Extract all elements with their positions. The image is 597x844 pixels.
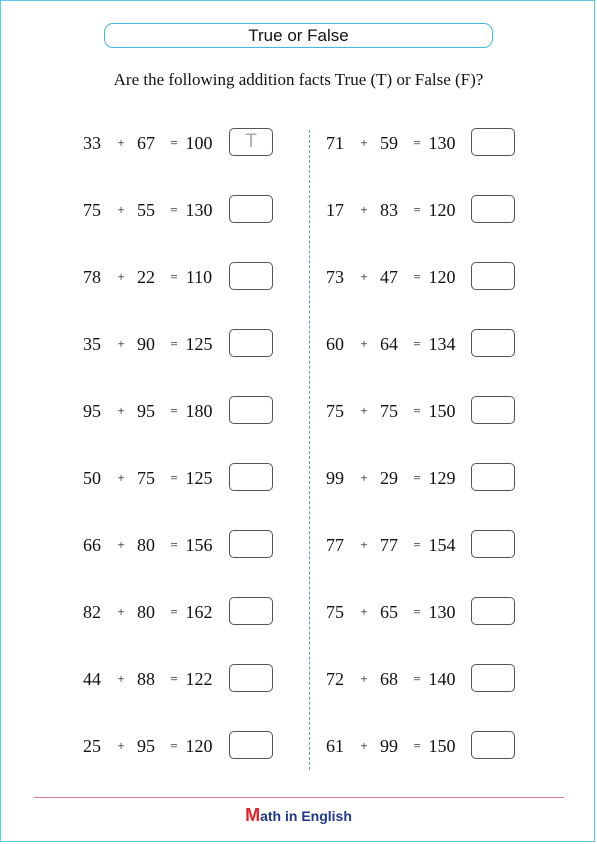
stated-sum: 125 — [185, 334, 213, 354]
addend-b: 75 — [380, 401, 398, 421]
addend-a: 99 — [326, 468, 344, 488]
logo-text: ath in English — [260, 808, 352, 824]
problem-row — [321, 195, 521, 225]
stated-sum: 120 — [428, 200, 456, 220]
equals-sign: = — [413, 604, 421, 619]
addend-a: 66 — [83, 535, 101, 555]
stated-sum: 162 — [185, 602, 213, 622]
addend-a: 33 — [83, 133, 101, 153]
addend-b: 64 — [380, 334, 398, 354]
plus-sign: + — [360, 403, 368, 418]
answer-box[interactable] — [229, 530, 273, 558]
equals-sign: = — [413, 738, 421, 753]
stated-sum: 110 — [185, 267, 213, 287]
equals-sign: = — [413, 403, 421, 418]
equals-sign: = — [170, 336, 178, 351]
stated-sum: 130 — [428, 133, 456, 153]
plus-sign: + — [117, 202, 125, 217]
stated-sum: 154 — [428, 535, 456, 555]
addend-b: 68 — [380, 669, 398, 689]
addend-a: 44 — [83, 669, 101, 689]
answer-box[interactable] — [229, 396, 273, 424]
addend-b: 75 — [137, 468, 155, 488]
addend-a: 71 — [326, 133, 344, 153]
addend-b: 59 — [380, 133, 398, 153]
stated-sum: 150 — [428, 401, 456, 421]
plus-sign: + — [360, 604, 368, 619]
addend-b: 47 — [380, 267, 398, 287]
addend-a: 77 — [326, 535, 344, 555]
addend-b: 80 — [137, 535, 155, 555]
addend-b: 77 — [380, 535, 398, 555]
addend-b: 95 — [137, 401, 155, 421]
stated-sum: 120 — [185, 736, 213, 756]
equals-sign: = — [170, 135, 178, 150]
problem-row — [321, 329, 521, 359]
addend-a: 25 — [83, 736, 101, 756]
problem-row — [321, 597, 521, 627]
equals-sign: = — [170, 671, 178, 686]
plus-sign: + — [360, 202, 368, 217]
equals-sign: = — [170, 269, 178, 284]
answer-box[interactable] — [471, 195, 515, 223]
stated-sum: 125 — [185, 468, 213, 488]
plus-sign: + — [117, 671, 125, 686]
problem-row — [321, 128, 521, 158]
addend-b: 80 — [137, 602, 155, 622]
answer-box[interactable] — [229, 731, 273, 759]
equals-sign: = — [170, 604, 178, 619]
footer-divider — [34, 797, 564, 798]
addend-a: 82 — [83, 602, 101, 622]
equals-sign: = — [170, 202, 178, 217]
equals-sign: = — [413, 336, 421, 351]
answer-box[interactable] — [471, 262, 515, 290]
stated-sum: 134 — [428, 334, 456, 354]
stated-sum: 129 — [428, 468, 456, 488]
answer-box[interactable] — [229, 597, 273, 625]
plus-sign: + — [117, 135, 125, 150]
stated-sum: 130 — [185, 200, 213, 220]
plus-sign: + — [117, 537, 125, 552]
plus-sign: + — [117, 470, 125, 485]
problem-row — [78, 195, 278, 225]
answer-box[interactable] — [471, 128, 515, 156]
column-divider — [309, 130, 310, 770]
answer-box[interactable] — [471, 530, 515, 558]
plus-sign: + — [360, 470, 368, 485]
problem-row — [78, 463, 278, 493]
equals-sign: = — [170, 537, 178, 552]
equals-sign: = — [413, 202, 421, 217]
equals-sign: = — [413, 537, 421, 552]
problem-row — [78, 731, 278, 761]
problem-row — [321, 530, 521, 560]
plus-sign: + — [117, 738, 125, 753]
answer-box[interactable]: T — [229, 128, 273, 156]
stated-sum: 180 — [185, 401, 213, 421]
answer-box[interactable] — [471, 396, 515, 424]
stated-sum: 156 — [185, 535, 213, 555]
addend-a: 73 — [326, 267, 344, 287]
equals-sign: = — [170, 470, 178, 485]
addend-a: 75 — [326, 401, 344, 421]
addend-a: 72 — [326, 669, 344, 689]
addend-b: 88 — [137, 669, 155, 689]
equals-sign: = — [413, 269, 421, 284]
stated-sum: 130 — [428, 602, 456, 622]
answer-box[interactable] — [229, 262, 273, 290]
equals-sign: = — [413, 135, 421, 150]
plus-sign: + — [360, 537, 368, 552]
addend-b: 65 — [380, 602, 398, 622]
addend-a: 61 — [326, 736, 344, 756]
addend-b: 83 — [380, 200, 398, 220]
addend-a: 75 — [326, 602, 344, 622]
problem-row — [78, 664, 278, 694]
problem-row — [78, 396, 278, 426]
instructions: Are the following addition facts True (T) or False (F)? — [113, 70, 484, 89]
answer-box[interactable] — [471, 329, 515, 357]
problem-row — [321, 463, 521, 493]
plus-sign: + — [117, 336, 125, 351]
addend-b: 55 — [137, 200, 155, 220]
equals-sign: = — [413, 470, 421, 485]
problem-row — [78, 329, 278, 359]
problem-row — [78, 128, 278, 158]
addend-b: 29 — [380, 468, 398, 488]
answer-box[interactable] — [229, 664, 273, 692]
answer-box[interactable] — [229, 463, 273, 491]
problem-row — [321, 731, 521, 761]
plus-sign: + — [360, 738, 368, 753]
stated-sum: 120 — [428, 267, 456, 287]
problem-row — [321, 664, 521, 694]
problem-row — [78, 530, 278, 560]
answer-box[interactable] — [471, 463, 515, 491]
plus-sign: + — [360, 135, 368, 150]
addend-b: 22 — [137, 267, 155, 287]
plus-sign: + — [360, 269, 368, 284]
answer-box[interactable] — [229, 329, 273, 357]
addend-a: 95 — [83, 401, 101, 421]
equals-sign: = — [170, 738, 178, 753]
addend-b: 99 — [380, 736, 398, 756]
plus-sign: + — [360, 336, 368, 351]
equals-sign: = — [170, 403, 178, 418]
addend-a: 60 — [326, 334, 344, 354]
equals-sign: = — [413, 671, 421, 686]
stated-sum: 140 — [428, 669, 456, 689]
addend-a: 17 — [326, 200, 344, 220]
problem-row — [78, 262, 278, 292]
plus-sign: + — [117, 604, 125, 619]
answer-box[interactable] — [471, 731, 515, 759]
stated-sum: 150 — [428, 736, 456, 756]
answer-box[interactable] — [229, 195, 273, 223]
addend-a: 78 — [83, 267, 101, 287]
answer-box[interactable] — [471, 597, 515, 625]
stated-sum: 122 — [185, 669, 213, 689]
logo-letter-m: M — [245, 805, 261, 825]
addend-b: 95 — [137, 736, 155, 756]
answer-box[interactable] — [471, 664, 515, 692]
addend-a: 75 — [83, 200, 101, 220]
addend-a: 35 — [83, 334, 101, 354]
addend-b: 90 — [137, 334, 155, 354]
plus-sign: + — [117, 403, 125, 418]
plus-sign: + — [360, 671, 368, 686]
plus-sign: + — [117, 269, 125, 284]
stated-sum: 100 — [185, 133, 213, 153]
addend-b: 67 — [137, 133, 155, 153]
problem-row — [321, 262, 521, 292]
problem-row — [78, 597, 278, 627]
problem-row — [321, 396, 521, 426]
addend-a: 50 — [83, 468, 101, 488]
math-in-english-logo — [0, 805, 597, 826]
worksheet-title: True or False — [104, 23, 493, 48]
